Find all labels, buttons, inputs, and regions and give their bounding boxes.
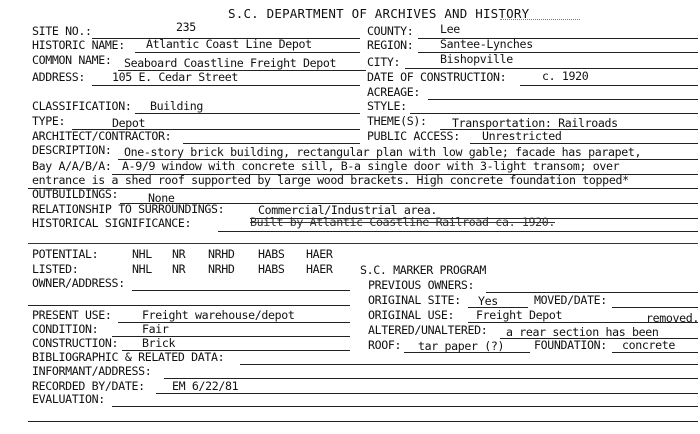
moved-date-label: MOVED/DATE: — [534, 293, 607, 307]
historical-significance-value: Built by Atlantic Coastline Railroad ca. 1920. — [250, 215, 555, 229]
public-access-value: Unrestricted — [482, 129, 562, 143]
common-name-label: COMMON NAME: — [32, 53, 112, 67]
city-label: CITY: — [367, 55, 401, 69]
type-label: TYPE: — [32, 114, 66, 128]
potential-label: POTENTIAL: — [32, 247, 99, 261]
listed-haer: HAER — [306, 262, 333, 276]
bay-value: A-9/9 window with concrete sill, B-a single door with 3-light transom; over — [122, 159, 620, 173]
owner-address-line — [132, 290, 350, 291]
date-of-construction-label: DATE OF CONSTRUCTION: — [367, 70, 507, 84]
common-name-value: Seaboard Coastline Freight Depot — [124, 56, 337, 70]
present-use-label: PRESENT USE: — [32, 308, 112, 322]
roof-value: tar paper (?) — [418, 339, 505, 353]
owner-address-line-2 — [28, 305, 350, 306]
classification-label: CLASSIFICATION: — [32, 99, 132, 113]
classification-value: Building — [150, 99, 204, 113]
outbuildings-value: None — [148, 191, 175, 205]
historical-significance-label: HISTORICAL SIGNIFICANCE: — [32, 216, 192, 230]
original-use-note: removed. — [646, 311, 700, 325]
themes-line — [440, 129, 698, 130]
informant-label: INFORMANT/ADDRESS: — [32, 364, 152, 378]
county-value: Lee — [440, 22, 460, 36]
potential-haer: HAER — [306, 247, 333, 261]
potential-habs: HABS — [258, 247, 285, 261]
bibliographic-label: BIBLIOGRAPHIC & RELATED DATA: — [32, 350, 225, 364]
condition-value: Fair — [142, 322, 169, 336]
region-value: Santee-Lynches — [440, 37, 533, 51]
informant-line — [164, 378, 698, 379]
original-use-line — [468, 322, 698, 323]
section-divider — [28, 243, 698, 244]
type-value: Depot — [112, 116, 146, 130]
acreage-line — [428, 99, 698, 100]
date-of-construction-line — [520, 85, 698, 86]
description-label: DESCRIPTION: — [32, 143, 112, 157]
region-label: REGION: — [367, 38, 414, 52]
site-no-label: SITE NO.: — [32, 24, 92, 38]
bay-label: Bay A/A/B/A: — [32, 159, 112, 173]
original-use-value: Freight Depot — [476, 308, 563, 322]
description-line-1: One-story brick building, rectangular plan with low gable; facade has parapet, — [124, 145, 642, 159]
public-access-label: PUBLIC ACCESS: — [367, 129, 460, 143]
altered-label: ALTERED/UNALTERED: — [368, 323, 488, 337]
date-of-construction-value: c. 1920 — [542, 69, 589, 83]
style-line — [410, 113, 698, 114]
listed-habs: HABS — [258, 262, 285, 276]
classification-line — [135, 113, 360, 114]
bibliographic-line — [240, 364, 698, 365]
city-value: Bishopville — [440, 52, 513, 66]
site-no-value: 235 — [176, 20, 196, 34]
owner-address-label: OWNER/ADDRESS: — [32, 276, 125, 290]
listed-label: LISTED: — [32, 262, 79, 276]
address-line — [92, 85, 360, 86]
style-label: STYLE: — [367, 99, 407, 113]
county-label: COUNTY: — [367, 24, 414, 38]
altered-value: a rear section has been — [506, 325, 659, 339]
address-label: ADDRESS: — [32, 70, 86, 84]
recorded-value: EM 6/22/81 — [172, 379, 239, 393]
foundation-line — [612, 352, 698, 353]
themes-value: Transportation: Railroads — [452, 116, 618, 130]
previous-owners-label: PREVIOUS OWNERS: — [368, 278, 475, 292]
entrance-rule — [28, 188, 698, 189]
historical-significance-line — [218, 231, 698, 232]
historic-name-label: HISTORIC NAME: — [32, 38, 125, 52]
public-access-line — [470, 143, 698, 144]
potential-nr: NR — [172, 247, 186, 261]
foundation-label: FOUNDATION: — [534, 338, 607, 352]
historic-name-line — [135, 52, 360, 53]
evaluation-line-2 — [28, 421, 698, 422]
acreage-label: ACREAGE: — [367, 85, 421, 99]
present-use-value: Freight warehouse/depot — [142, 308, 295, 322]
condition-label: CONDITION: — [32, 322, 99, 336]
recorded-line — [156, 393, 698, 394]
foundation-value: concrete — [622, 338, 676, 352]
potential-nrhd: NRHD — [208, 247, 235, 261]
form-header-agency: S.C. DEPARTMENT OF ARCHIVES AND HISTORY — [228, 6, 530, 21]
recorded-label: RECORDED BY/DATE: — [32, 379, 145, 393]
original-site-label: ORIGINAL SITE: — [368, 293, 461, 307]
header-dots — [500, 19, 580, 20]
architect-line — [183, 143, 360, 144]
potential-nhl: NHL — [132, 247, 152, 261]
original-site-value: Yes — [478, 294, 498, 308]
relationship-value: Commercial/Industrial area. — [258, 203, 438, 217]
entrance-line: entrance is a shed roof supported by large wood brackets. High concrete foundation topped* — [32, 173, 629, 187]
architect-label: ARCHITECT/CONTRACTOR: — [32, 129, 172, 143]
listed-nrhd: NRHD — [208, 262, 235, 276]
listed-nhl: NHL — [132, 262, 152, 276]
historic-name-value: Atlantic Coast Line Depot — [146, 37, 312, 51]
marker-program-title: S.C. MARKER PROGRAM — [360, 263, 486, 277]
construction-value: Brick — [142, 336, 176, 350]
relationship-label: RELATIONSHIP TO SURROUNDINGS: — [32, 202, 225, 216]
roof-line — [404, 352, 530, 353]
roof-label: ROOF: — [368, 338, 402, 352]
evaluation-line — [112, 406, 698, 407]
original-use-label: ORIGINAL USE: — [368, 308, 455, 322]
construction-label: CONSTRUCTION: — [32, 336, 119, 350]
moved-date-line — [612, 307, 698, 308]
outbuildings-label: OUTBUILDINGS: — [32, 187, 119, 201]
evaluation-label: EVALUATION: — [32, 392, 105, 406]
themes-label: THEME(S): — [367, 114, 427, 128]
listed-nr: NR — [172, 262, 186, 276]
address-value: 105 E. Cedar Street — [112, 70, 238, 84]
